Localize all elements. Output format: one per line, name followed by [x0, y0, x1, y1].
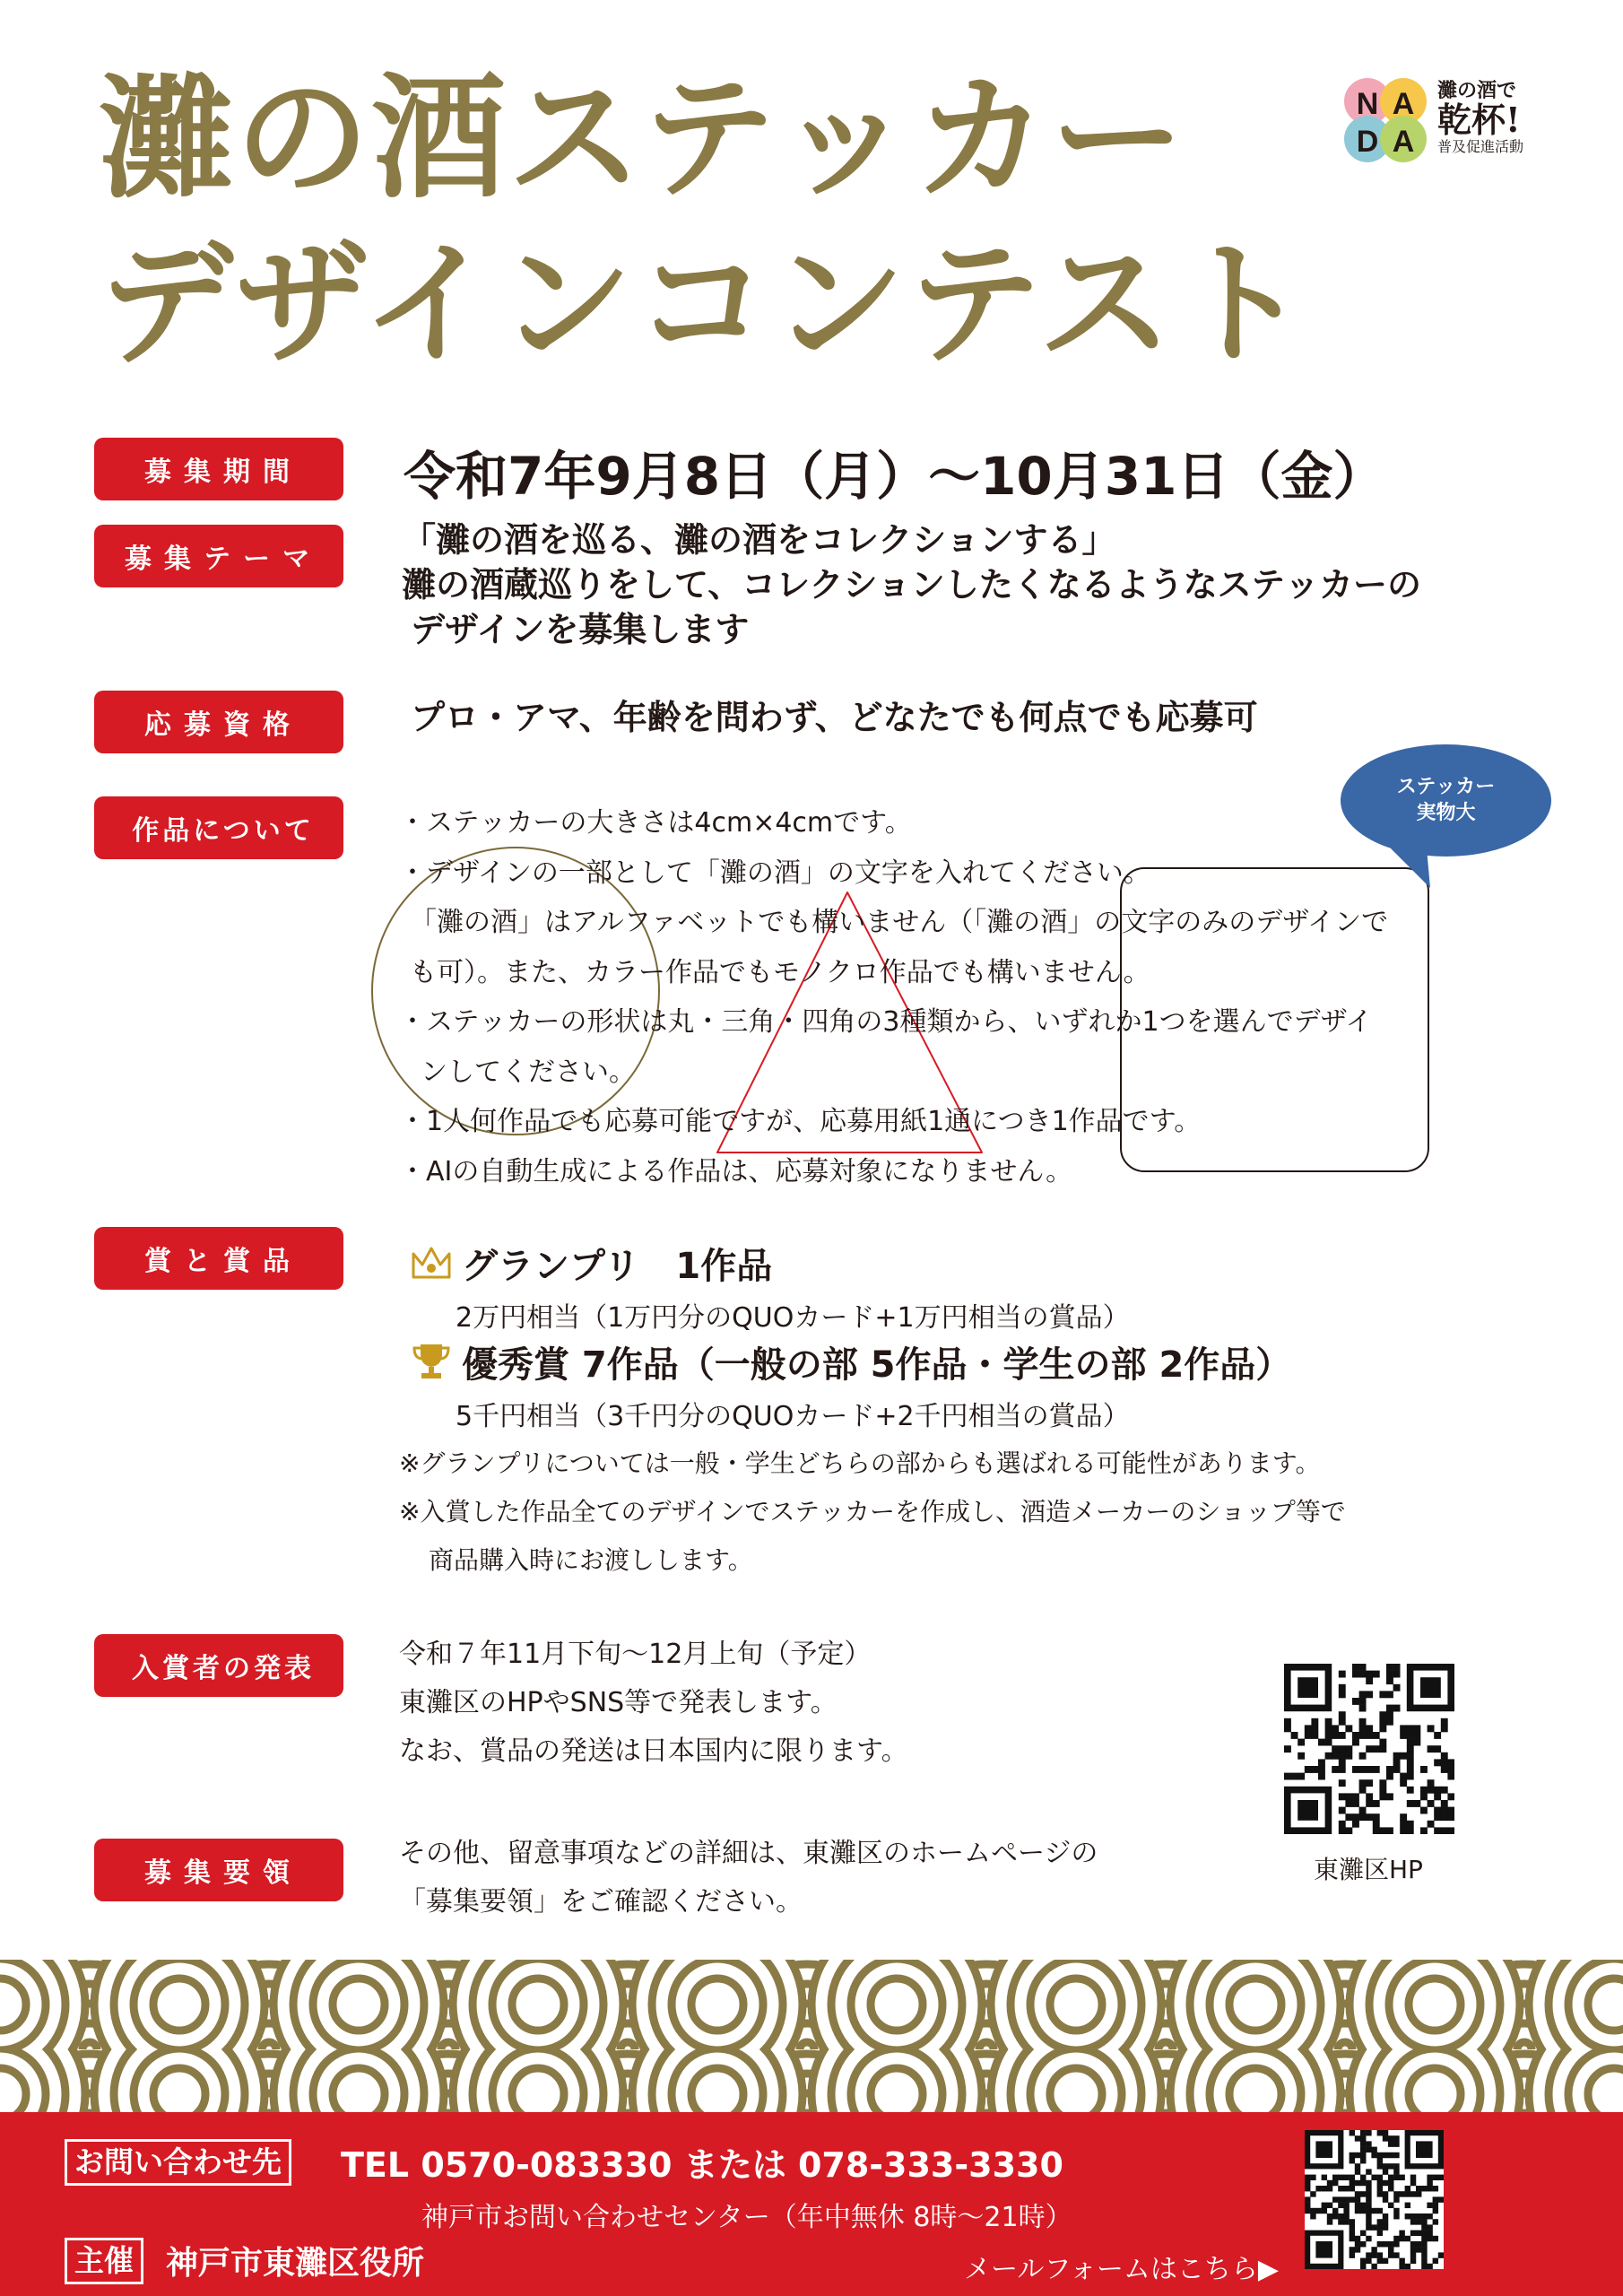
- grand-prix-title: グランプリ 1作品: [462, 1246, 773, 1287]
- works-line-5: ・ステッカーの形状は丸・三角・四角の3種類から、いずれか1つを選んでデザイ: [399, 1006, 1373, 1038]
- logo-line-3: 普及促進活動: [1437, 137, 1524, 155]
- bubble-tail: [1381, 839, 1435, 892]
- works-line-2: ・デザインの一部として「灘の酒」の文字を入れてください。: [399, 857, 1150, 889]
- works-line-8: ・AIの自動生成による作品は、応募対象になりません。: [399, 1155, 1073, 1187]
- logo-letter-d: D: [1356, 125, 1379, 159]
- prize-note-3: 商品購入時にお渡しします。: [429, 1545, 753, 1575]
- prize-note-2: ※入賞した作品全てのデザインでステッカーを作成し、酒造メーカーのショップ等で: [399, 1497, 1346, 1526]
- logo-line-2: 乾杯!: [1437, 100, 1521, 141]
- logo-line-1: 灘の酒で: [1437, 79, 1517, 102]
- label-prizes: 賞と賞品: [94, 1227, 343, 1290]
- works-line-1: ・ステッカーの大きさは4cm×4cmです。: [399, 807, 912, 839]
- crown-icon: [411, 1245, 452, 1281]
- contact-label: お問い合わせ先: [65, 2139, 291, 2186]
- contact-tel[interactable]: TEL 0570-083330 または 078-333-3330: [341, 2145, 1063, 2185]
- announcement-text: [399, 1631, 908, 1776]
- logo-letter-a: A: [1392, 87, 1415, 121]
- organizer-label: 主催: [65, 2238, 143, 2284]
- prize-note-1: ※グランプリについては一般・学生どちらの部からも選ばれる可能性があります。: [399, 1448, 1321, 1478]
- label-eligibility: 応募資格: [94, 691, 343, 753]
- works-text: [399, 798, 1388, 1196]
- works-line-6: ンしてください。: [421, 1056, 636, 1088]
- title-line-1: 灘の酒ステッカー: [99, 61, 1187, 217]
- bubble-line-2: 実物大: [1416, 801, 1476, 824]
- label-theme: 募集テーマ: [94, 525, 343, 587]
- grand-prix-detail: 2万円相当（1万円分のQUOカード+1万円相当の賞品）: [456, 1302, 1130, 1334]
- announcement-line-1: 令和７年11月下旬～12月上旬（予定）: [399, 1639, 872, 1670]
- guidelines-line-2: 「募集要領」をご確認ください。: [399, 1886, 803, 1918]
- qr-code-higashinada-hp[interactable]: [1284, 1664, 1454, 1834]
- label-announcement: 入賞者の発表: [94, 1634, 343, 1697]
- nada-logo: [1341, 76, 1556, 175]
- theme-line-1: 「灘の酒を巡る、灘の酒をコレクションする」: [402, 520, 1116, 560]
- theme-line-3: デザインを募集します: [411, 610, 750, 649]
- excellence-detail: 5千円相当（3千円分のQUOカード+2千円相当の賞品）: [456, 1401, 1130, 1432]
- excellence-title: 優秀賞 7作品（一般の部 5作品・学生の部 2作品）: [462, 1344, 1292, 1386]
- works-line-3: 「灘の酒」はアルファベットでも構いません（「灘の酒」の文字のみのデザインで: [410, 907, 1389, 938]
- qr-code-mail-form[interactable]: [1305, 2130, 1444, 2269]
- theme-line-2: 灘の酒蔵巡りをして、コレクションしたくなるようなステッカーの: [402, 565, 1421, 604]
- label-guidelines: 募集要領: [94, 1839, 343, 1901]
- guidelines-line-1: その他、留意事項などの詳細は、東灘区のホームページの: [399, 1838, 1098, 1869]
- trophy-icon: [412, 1342, 450, 1381]
- mail-form-link[interactable]: メールフォームはこちら▶: [964, 2254, 1279, 2285]
- bubble-line-1: ステッカー: [1396, 775, 1496, 798]
- announcement-line-2: 東灘区のHPやSNS等で発表します。: [399, 1687, 838, 1718]
- works-line-7: ・1人何作品でも応募可能ですが、応募用紙1通につき1作品です。: [399, 1106, 1202, 1137]
- nada-flower-logo: [1341, 76, 1430, 166]
- organizer-name: 神戸市東灘区役所: [166, 2245, 425, 2282]
- label-works: 作品について: [94, 796, 343, 859]
- label-period: 募集期間: [94, 438, 343, 500]
- eligibility-value: プロ・アマ、年齢を問わず、どなたでも何点でも応募可: [411, 698, 1258, 737]
- guidelines-text: [399, 1830, 1098, 1926]
- logo-text: [1437, 80, 1523, 155]
- period-value: 令和7年9月8日（月）～10月31日（金）: [404, 446, 1385, 507]
- logo-letter-n: N: [1356, 87, 1379, 121]
- works-line-4: も可）。また、カラー作品でもモノクロ作品でも構いません。: [410, 956, 1150, 988]
- wave-pattern-decoration: [0, 1960, 1623, 2117]
- title-line-2: デザインコンテスト: [99, 227, 1311, 383]
- contact-center: 神戸市お問い合わせセンター（年中無休 8時～21時）: [421, 2202, 1072, 2233]
- qr-caption: 東灘区HP: [1314, 1855, 1423, 1884]
- logo-letter-a2: A: [1392, 125, 1415, 159]
- announcement-line-3: なお、賞品の発送は日本国内に限ります。: [399, 1735, 908, 1767]
